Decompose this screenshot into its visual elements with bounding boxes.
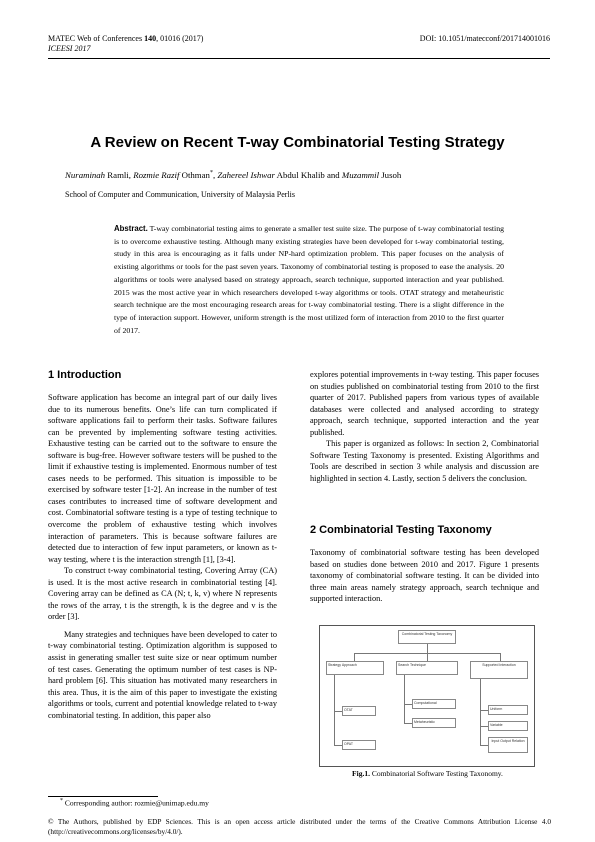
connector xyxy=(334,711,342,712)
connector xyxy=(334,675,335,745)
paragraph: To construct t-way combinatorial testing, Covering Array (CA) is used. It is the most active research in combinatorial testing [4]. Covering array can be defined as CA (N; t, k, v) where N represents the rows of the array, t is the strength, k is the degree and v is the order [3]. xyxy=(48,566,277,622)
taxonomy-paragraph xyxy=(310,547,539,605)
connector xyxy=(500,653,501,661)
connector xyxy=(404,704,412,705)
paragraph: Software application has become an integral part of our daily lives due to its numerous benefits. One’s life can turn complicated if software applications fail to perform their tasks. Software failures can be prevented by implementing software testing activities. Exhaustive testing can be carried out to the software to ensure the software is bug-free. However software testers will be pushed to the limit if exhaustive testing is implemented. Enormous number of test cases needs to be performed. This situation is impossible to be exercised by software tester [1-2]. An increase in the number of test cases contributes to increased time of software development and cost. Combinatorial software testing is a type of testing technique to overcome the problem of exhaustive testing which involves interaction of parameters. This is because software failures are detected due to interaction of few input parameters, or known as t-way testing, where t is the interaction strength [1], [3-4]. xyxy=(48,393,277,564)
connector xyxy=(354,653,355,661)
paper-title: A Review on Recent T-way Combinatorial Testing Strategy xyxy=(90,134,505,151)
journal-volume: 140 xyxy=(144,34,157,43)
strategy-approach-box: Strategy Approach xyxy=(326,661,384,675)
journal-citation: MATEC Web of Conferences 140, 01016 (2017) xyxy=(48,34,204,43)
connector xyxy=(480,679,481,745)
connector xyxy=(480,726,488,727)
footnote: * Corresponding author: rozmie@unimap.edu.my xyxy=(60,798,209,808)
opat-box: OPAT xyxy=(342,740,376,750)
paragraph: Many strategies and techniques have been developed to cater to t-way combinatorial testing. Optimization algorithm is supposed to assist in generating smaller test suite size or near optimum number of test cases. Generating the optimum number of test cases is NP-hard problem [6]. This situation has motivated many researchers in this area. Thus, it is the aim of this paper to investigate the existing algorithms or tools, current and potential knowledge related to t-way combinatorial testing. In addition, this paper also xyxy=(48,629,277,720)
section-heading-introduction: 1 Introduction xyxy=(48,369,122,381)
taxonomy-figure xyxy=(319,625,535,767)
paragraph: This paper is organized as follows: In section 2, Combinatorial Software Testing Taxonomy is presented. Existing Algorithms and Tools are described in section 3 while analysis and discussion are highlighted in section 4. Lastly, section 5 delivers the conclusion. xyxy=(310,439,539,483)
supported-interaction-box: Supported Interaction xyxy=(470,661,528,679)
abstract-label: Abstract. xyxy=(114,224,148,233)
header-rule xyxy=(48,58,550,59)
paragraph: explores potential improvements in t-way testing. This paper focuses on studies published on combinatorial testing from 2010 to the first quarter of 2017. Published papers from various types of available databases were collected and analysed according to strategy approach, search technique, supported interaction and the year published. xyxy=(310,370,539,437)
license-notice: © The Authors, published by EDP Sciences. This is an open access article distributed under the terms of the Creative Commons Attribution License 4.0 (http://creativecommons.org/licenses/by/4.0/). xyxy=(48,817,551,836)
uniform-box: Uniform xyxy=(488,705,528,715)
input-output-relation-box: Input Output Relation xyxy=(488,737,528,753)
connector xyxy=(480,745,488,746)
running-header-left xyxy=(48,34,203,54)
author-list: Nuraminah Ramli, Rozmie Razif Othman*, Zahereel Ishwar Abdul Khalib and Muzammil Jusoh xyxy=(65,170,402,180)
computational-box: Computational xyxy=(412,699,456,709)
connector xyxy=(427,653,428,661)
metaheuristic-box: Metaheuristic xyxy=(412,718,456,728)
taxonomy-root-box: Combinatorial Testing Taxonomy xyxy=(398,630,456,644)
connector xyxy=(334,745,342,746)
abstract xyxy=(114,223,504,337)
connector xyxy=(480,710,488,711)
right-column-body xyxy=(310,369,539,484)
figure-caption: Fig.1. Combinatorial Software Testing Taxonomy. xyxy=(352,769,503,778)
conference-name: ICEESI 2017 xyxy=(48,44,91,53)
connector xyxy=(404,675,405,723)
variable-box: Variable xyxy=(488,721,528,731)
left-column-body xyxy=(48,392,277,721)
connector xyxy=(404,723,412,724)
abstract-text: T-way combinatorial testing aims to generate a smaller test suite size. The purpose of t-way combinatorial testing is to overcome exhaustive testing. Although many existing strategies have been developed for t-way combinatorial testing, study in this area is encouraging as it falls under NP-hard optimization problem. This paper focuses on the analysis of existing algorithms or tools for the past seven years. Taxonomy of combinatorial testing is proposed to ease the analysis. 20 algorithms or tools were analysed based on strategy approach, search technique, supported interaction and year published. 2015 was the most active year in which researchers developed t-way algorithms or tools. OTAT strategy and metaheuristic search technique are the most encouraging research areas for t-way combinatorial testing. There is a slight difference in the type of interaction support. However, uniform strength is the most utilized form of interaction from 2010 to the first quarter of 2017. xyxy=(114,224,504,335)
section-heading-taxonomy: 2 Combinatorial Testing Taxonomy xyxy=(310,524,492,536)
affiliation: School of Computer and Communication, University of Malaysia Perlis xyxy=(65,190,295,199)
doi: DOI: 10.1051/matecconf/201714001016 xyxy=(419,34,550,43)
footnote-rule xyxy=(48,796,158,797)
search-technique-box: Search Technique xyxy=(396,661,458,675)
connector xyxy=(427,644,428,653)
paragraph: Taxonomy of combinatorial software testing has been developed based on studies done between 2010 and 2017. Figure 1 presents taxonomy of combinatorial software testing. It can be divided into three main areas namely strategy approach, search technique and supported interaction. xyxy=(310,548,539,604)
otat-box: OTAT xyxy=(342,706,376,716)
